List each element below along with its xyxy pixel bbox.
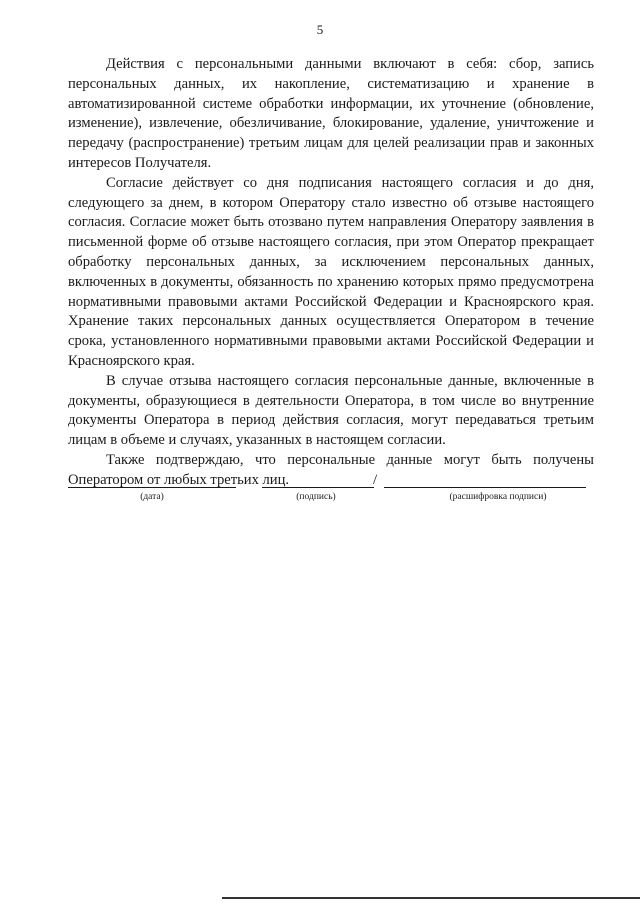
decoding-field-line[interactable]	[384, 487, 586, 488]
date-caption: (дата)	[140, 492, 164, 502]
page-bottom-rule	[222, 897, 640, 899]
date-field-line[interactable]	[68, 487, 236, 488]
decoding-caption: (расшифровка подписи)	[449, 492, 547, 502]
paragraph-third-parties: Также подтверждаю, что персональные данные могут быть получены Оператором от любых третьих лиц.	[68, 451, 594, 488]
signature-field-line[interactable]	[262, 487, 374, 488]
signature-block	[0, 472, 640, 512]
document-body	[68, 55, 594, 491]
paragraph-actions: Действия с персональными данными включают в себя: сбор, запись персональных данных, их накопление, систематизацию и хранение в автоматизированной системе обработки информации, их уточнение (обновление, изменение), извлечение, обезличивание, блокирование, удаление, уничтожение и передачу (распространение) третьим лицам для целей реализации прав и законных интересов Получателя.	[68, 56, 594, 171]
paragraph-revocation: В случае отзыва настоящего согласия персональные данные, включенные в документы, образующиеся в деятельности Оператора, в том числе во внутренние документы Оператора в период действия согласия, могут передаваться третьим лицам в объеме и случаях, указанных в настоящем согласии.	[68, 372, 594, 449]
paragraph-consent-validity: Согласие действует со дня подписания настоящего согласия и до дня, следующего за днем, в котором Оператору стало известно об отзыве настоящего согласия. Согласие может быть отозвано путем направления Оператору заявления в письменной форме об отзыве настоящего согласия, при этом Оператор прекращает обработку персональных данных, за исключением персональных данных, включенных в документы, обязанность по хранению которых прямо предусмотрена нормативными правовыми актами Российской Федерации и Красноярского края. Хранение таких персональных данных осуществляется Оператором в течение срока, установленного нормативными правовыми актами Российской Федерации и Красноярского края.	[68, 174, 594, 369]
signature-caption: (подпись)	[296, 492, 336, 502]
page-number: 5	[316, 22, 324, 37]
signature-separator: /	[373, 472, 378, 488]
